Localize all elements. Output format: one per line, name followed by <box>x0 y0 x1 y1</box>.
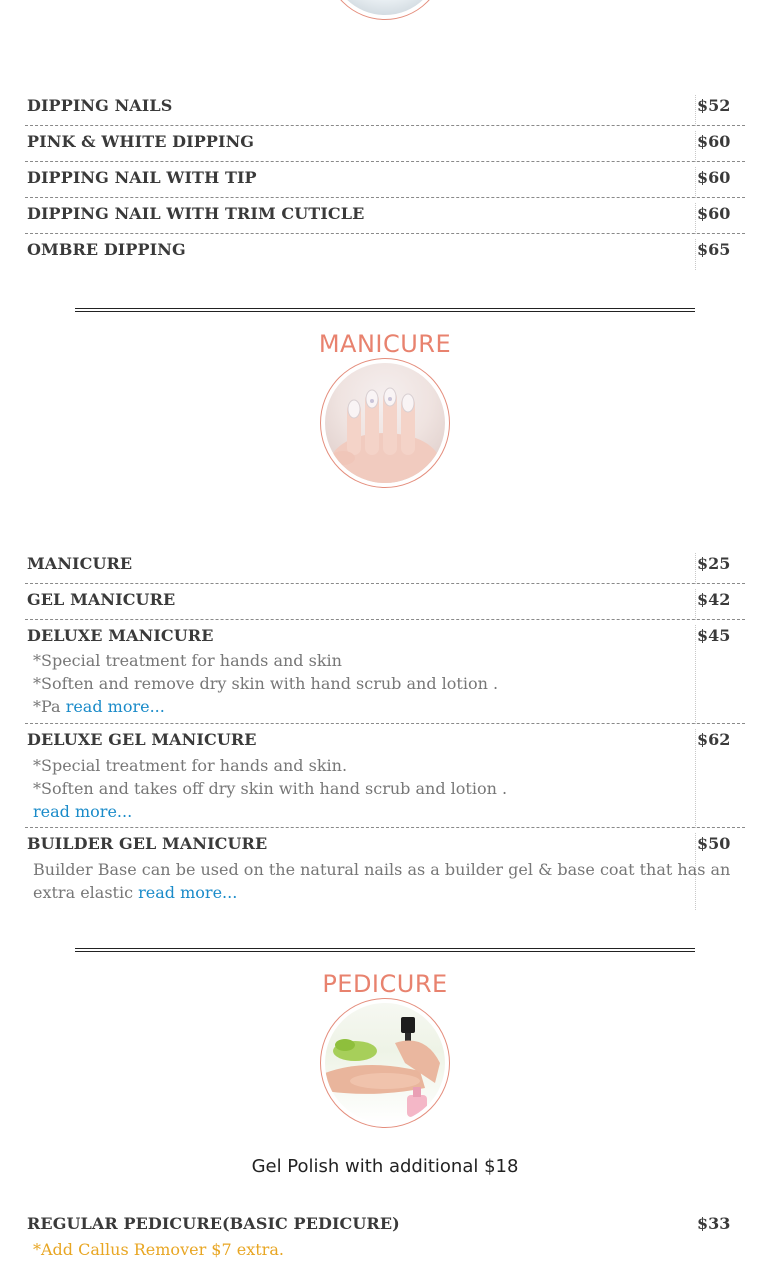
item-description: *Special treatment for hands and skin. *Soften and takes off dry skin with hand scrub and lotion . read more... <box>33 756 508 821</box>
item-name: OMBRE DIPPING <box>27 240 186 259</box>
menu-item <box>25 204 745 234</box>
gel-polish-note: Gel Polish with additional $18 <box>251 1156 519 1177</box>
item-name: DIPPING NAIL WITH TIP <box>27 168 257 187</box>
item-description: Builder Base can be used on the natural nails as a builder gel & base coat that has an extra elastic read more... <box>33 860 731 902</box>
item-name: PINK & WHITE DIPPING <box>27 132 255 151</box>
item-price: $60 <box>697 204 731 223</box>
pedicure-photo <box>320 998 450 1128</box>
item-price: $45 <box>697 626 731 645</box>
item-price: $25 <box>697 554 731 573</box>
menu-item <box>25 554 745 584</box>
item-price: $62 <box>697 730 731 749</box>
item-name: DELUXE GEL MANICURE <box>27 730 257 749</box>
section-title-pedicure: PEDICURE <box>322 970 448 998</box>
menu-item <box>25 730 745 828</box>
manicure-photo <box>320 358 450 488</box>
menu-item <box>25 168 745 198</box>
item-price: $60 <box>697 132 731 151</box>
item-name: REGULAR PEDICURE(BASIC PEDICURE) <box>27 1214 400 1233</box>
dipping-photo <box>325 0 445 20</box>
section-divider <box>75 308 695 312</box>
section-divider <box>75 948 695 952</box>
item-extra-note: *Add Callus Remover $7 extra. <box>33 1240 284 1259</box>
item-name: MANICURE <box>27 554 133 573</box>
read-more-link[interactable]: read more... <box>65 697 165 716</box>
item-name: BUILDER GEL MANICURE <box>27 834 268 853</box>
menu-item <box>25 240 745 269</box>
section-title-manicure: MANICURE <box>318 330 452 358</box>
item-price: $50 <box>697 834 731 853</box>
read-more-link[interactable]: read more... <box>138 883 238 902</box>
menu-item <box>25 1214 745 1258</box>
menu-item <box>25 834 745 909</box>
menu-item <box>25 132 745 162</box>
item-name: GEL MANICURE <box>27 590 176 609</box>
item-price: $42 <box>697 590 731 609</box>
item-name: DIPPING NAILS <box>27 96 173 115</box>
read-more-link[interactable]: read more... <box>33 802 133 821</box>
menu-item <box>25 590 745 620</box>
menu-item <box>25 96 745 126</box>
item-price: $52 <box>697 96 731 115</box>
item-price: $60 <box>697 168 731 187</box>
item-price: $33 <box>697 1214 731 1233</box>
item-description: *Special treatment for hands and skin *Soften and remove dry skin with hand scrub and lotion . *Pa read more... <box>33 651 499 716</box>
menu-item <box>25 626 745 724</box>
item-price: $65 <box>697 240 731 259</box>
item-name: DIPPING NAIL WITH TRIM CUTICLE <box>27 204 365 223</box>
item-name: DELUXE MANICURE <box>27 626 214 645</box>
